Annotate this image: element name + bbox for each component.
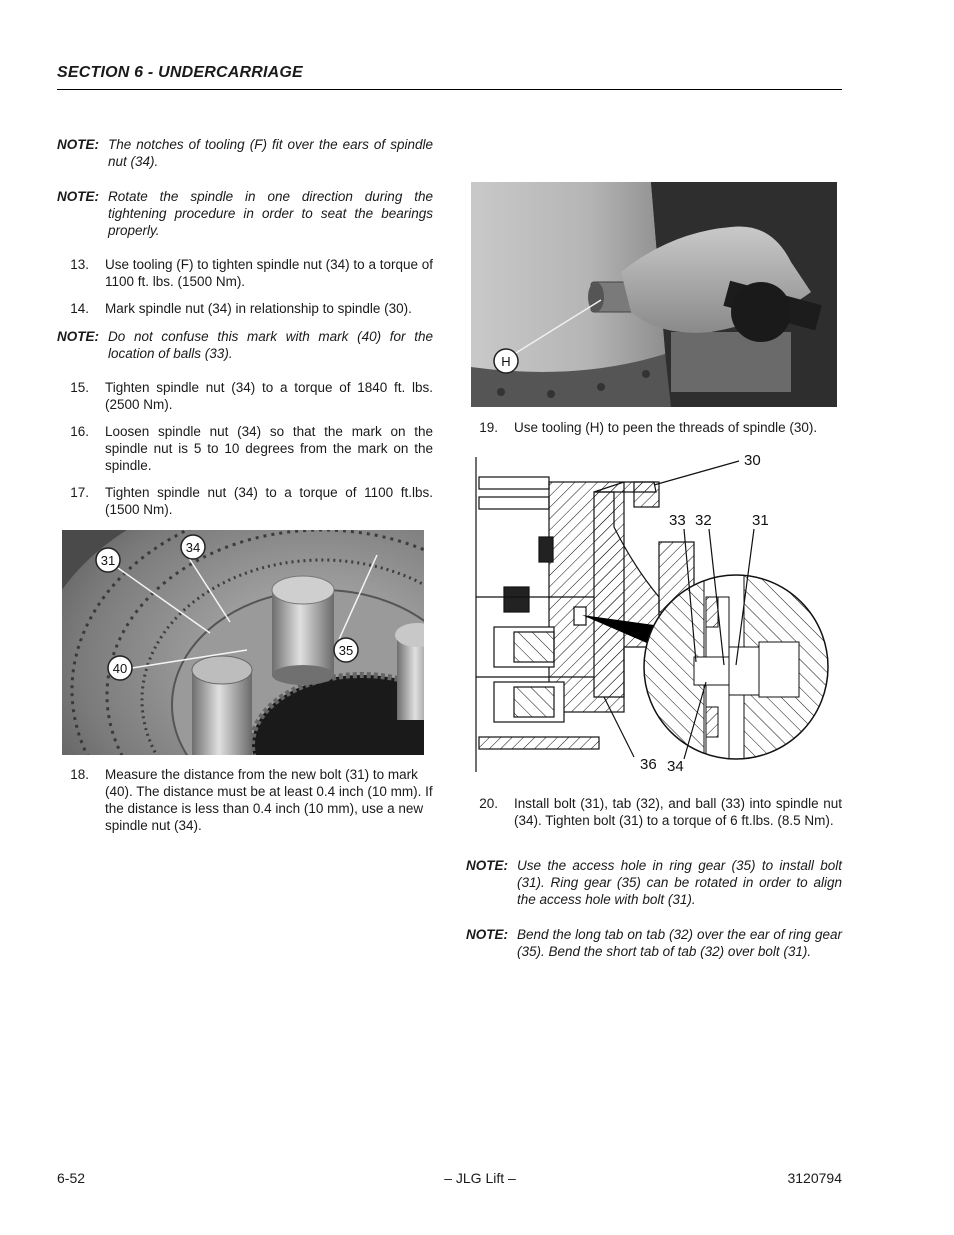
spindle-nut-photo [62, 530, 424, 755]
step-text: Use tooling (F) to tighten spindle nut (34) to a torque of 1100 ft. lbs. (1500 Nm). [105, 257, 433, 289]
spindle-nut-illustration [62, 530, 424, 755]
callout-40: 40 [112, 661, 128, 676]
step-16 [57, 423, 433, 474]
step-number: 17. [70, 485, 89, 500]
note-rotate-spindle [57, 188, 433, 239]
cross-section-drawing [474, 447, 836, 777]
step-text: Use tooling (H) to peen the threads of spindle (30). [514, 420, 818, 435]
step-15 [57, 379, 433, 413]
step-number: 16. [70, 424, 89, 439]
header-rule [57, 89, 842, 90]
note-text: Do not confuse this mark with mark (40) for the location of balls (33). [108, 329, 433, 361]
step-text: Tighten spindle nut (34) to a torque of 1840 ft. lbs. (2500 Nm). [105, 380, 433, 412]
page-number: 6-52 [57, 1170, 86, 1186]
step-text: Loosen spindle nut (34) so that the mark on the spindle nut is 5 to 10 degrees from the mark on the spindle. [105, 424, 433, 473]
step-number: 18. [70, 767, 89, 782]
footer-brand: – JLG Lift – [444, 1170, 516, 1186]
label-31: 31 [752, 512, 769, 529]
callout-h: H [501, 354, 511, 369]
step-19 [466, 419, 842, 436]
section-title: SECTION 6 - UNDERCARRIAGE [57, 64, 303, 81]
step-text: Mark spindle nut (34) in relationship to spindle (30). [105, 301, 412, 316]
label-32: 32 [695, 512, 712, 529]
note-text: Rotate the spindle in one direction during the tightening procedure in order to seat the bearings properly. [108, 189, 433, 238]
spindle-cross-section-diagram [474, 447, 836, 777]
note-access-hole [466, 857, 842, 908]
step-number: 15. [70, 380, 89, 395]
step-text: Install bolt (31), tab (32), and ball (33) into spindle nut (34). Tighten bolt (31) to a torque of 6 ft.lbs. (8.5 Nm). [514, 796, 842, 828]
peening-illustration [471, 182, 837, 407]
step-14 [57, 300, 433, 317]
step-text: Measure the distance from the new bolt (31) to mark (40). The distance must be at least 0.4 inch (10 mm). If the distance is less than 0.4 inch (10 mm), use a new spindle nut (34). [105, 767, 433, 833]
note-tooling-notches [57, 136, 433, 170]
label-30: 30 [744, 452, 761, 469]
note-label: NOTE: [466, 927, 508, 942]
step-18 [57, 766, 433, 834]
note-label: NOTE: [57, 137, 99, 152]
step-13 [57, 256, 433, 290]
callout-34: 34 [185, 540, 201, 555]
step-number: 19. [479, 420, 498, 435]
step-text: Tighten spindle nut (34) to a torque of 1100 ft.lbs. (1500 Nm). [105, 485, 433, 517]
note-bend-tab [466, 926, 842, 977]
note-label: NOTE: [57, 189, 99, 204]
note-mark-confusion [57, 328, 433, 362]
note-label: NOTE: [466, 858, 508, 873]
note-text: The notches of tooling (F) fit over the ears of spindle nut (34). [108, 137, 433, 169]
callout-35: 35 [338, 643, 354, 658]
step-number: 20. [479, 796, 498, 811]
peening-photo [471, 182, 837, 407]
label-33: 33 [669, 512, 686, 529]
label-36: 36 [640, 756, 657, 773]
document-number: 3120794 [787, 1170, 842, 1186]
label-34: 34 [667, 758, 684, 775]
note-label: NOTE: [57, 329, 99, 344]
note-text: Use the access hole in ring gear (35) to install bolt (31). Ring gear (35) can be rotated in order to align the access hole with bolt (31). [517, 858, 842, 907]
note-text: Bend the long tab on tab (32) over the ear of ring gear (35). Bend the short tab of tab (32) over bolt (31). [517, 927, 842, 959]
callout-31: 31 [100, 553, 116, 568]
step-number: 13. [70, 257, 89, 272]
step-number: 14. [70, 301, 89, 316]
step-17 [57, 484, 433, 518]
step-20 [466, 795, 842, 846]
